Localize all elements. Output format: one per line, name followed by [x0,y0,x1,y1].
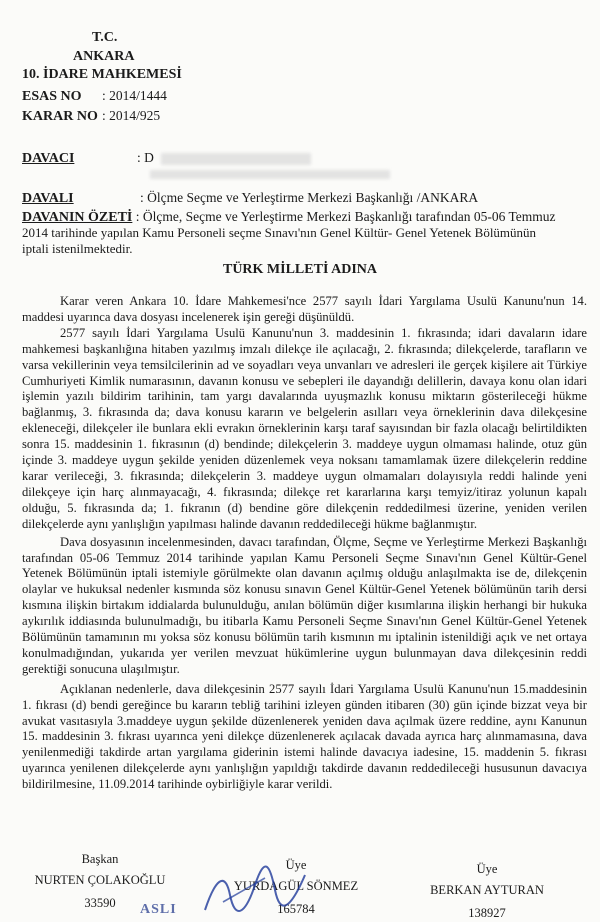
karar-label: KARAR NO [22,109,98,124]
ozet-label: DAVANIN ÖZETİ [22,210,133,225]
city-heading: ANKARA [73,49,135,64]
ozet-line1: : Ölçme, Seçme ve Yerleştirme Merkezi Başkanlığı tarafından 05-06 Temmuz [135,209,556,224]
esas-row [22,88,167,105]
member2-role: Üye [476,862,498,876]
handwritten-signature-icon [195,860,315,920]
davali-value: : Ölçme Seçme ve Yerleştirme Merkezi Başkanlığı /ANKARA [140,190,479,205]
member1-name: YURDAGÜL SÖNMEZ [233,879,359,893]
redacted-name [161,153,311,165]
court-heading: 10. İDARE MAHKEMESİ [22,67,182,82]
member1-number: 165784 [277,902,315,916]
paragraph-3: Dava dosyasının incelenmesinden, davacı tarafından, Ölçme, Seçme ve Yerleştirme Merkezi Başkanlığı tarafından 05-06 Temmuz 2014 tarihinde yapılan Kamu Personeli Seçme Sınavı'nın Genel Kültür-Genel Yetenek Bölümünün iptali istemiyle görülmekte olan davanın açılmış olduğu anlaşılmakta ise de, dilekçenin olaylar ve hukuksal nedenler kısmında söz konusu sınavın Genel Kültür-Genel Yetenek bölümünün tarih dersi kısmına ilişkin birtakım iddialarda bulunulduğu, anılan bölümün diğer kısımlarına ilişkin herhangi bir hukuka aykırılık iddiasında bulunulmadığı, bu itibarla Kamu Personeli Seçme Sınavı'nın Genel Kültür-Genel Yetenek Bölümünün tamamının mı yoksa söz konusu bölümün tarih kısmının mı iptalinin istenildiği açık ve net ortaya konulmadığından, yukarıda yer verilen mevzuat hükümlerine uygun bulunmayan dava dilekçesinin reddi gerektiği sonucuna ulaşılmıştır. [22,534,587,676]
signature-member-2 [387,862,587,921]
decision-body [22,294,587,793]
asli-stamp: ASLI [140,902,177,917]
davali-label: DAVALI [22,191,74,206]
karar-value: : 2014/925 [102,108,161,123]
davaci-value: : D [137,150,154,165]
member2-name: BERKAN AYTURAN [430,883,544,897]
member1-role: Üye [285,858,307,872]
esas-label: ESAS NO [22,89,82,104]
paragraph-2: 2577 sayılı İdari Yargılama Usulü Kanunu'nun 3. maddesinin 1. fıkrasında; idari davaların idare mahkemesi başkanlığına hitaben yazılmış imzalı dilekçe ile açılacağı, 2. fıkrasında; dilekçelerde, tarafların ve varsa vekillerinin veya temsilcilerinin ad ve soyadları veya unvanları ve adresleri ile gerçek kişilere ait Türkiye Cumhuriyeti Kimlik numarasının, davanın konusu ve sebepleri ile dayandığı delillerin, davaya konu olan idari işlemin yazılı bildirim tarihinin, tam yargı davalarında uyuşmazlık konusu miktarın gösterileceği hükme bağlanmış, 3. fıkrasında da; dava konusu kararın ve belgelerin asılları veya örneklerinin dava dilekçesine ekleneceği, dilekçeler ile bunlara ekli evrakın örneklerinin karşı taraf sayısından bir fazla olacağı belirtildikten sonra 15. maddesinin 1. fıkrasının (d) bendinde; dilekçelerin 3. maddeye uygun olmaması halinde, otuz gün içinde 3. maddeye uygun şekilde yeniden düzenlemek veya noksanı tamamlamak üzere dilekçelerin reddine karar verileceği, 3. fıkrasında; dilekçelerin 3. maddeye uygun olmamaları dolayısıyla reddi halinde yeni dilekçeye için harç alınmayacağı, 4. fıkrasında; dilekçe ret kararlarına karşı temyiz/itiraz yolunun kapalı olduğu, 5. fıkrasında da; 1. fıkranın (d) bendine göre dilekçenin reddedilmesi üzerine, yeniden verilen dilekçelerde aynı yanlışlığın yapılması halinde davanın reddedileceği hükme bağlanmıştır. [22,325,587,531]
president-name: NURTEN ÇOLAKOĞLU [34,873,166,887]
davali-row [22,190,478,207]
president-number: 33590 [84,896,116,910]
tc-heading: T.C. [92,30,118,45]
member2-number: 138927 [468,906,506,920]
paragraph-4: Açıklanan nedenlerle, dava dilekçesinin 2577 sayılı İdari Yargılama Usulü Kanunu'nun 15.maddesinin 1. fıkrası (d) bendi gereğince bu kararın tebliğ tarihini izleyen günden itibaren (30) gün içinde bizzat veya bir avukat vasıtasıyla 3.maddeye uygun şekilde düzenlenerek yeniden dava açılmak üzere reddine, aynı Kanunun 15. maddesinin 3. fıkrası uyarınca yeni dilekçe düzenlenerek açılacak davada ayrıca harç alınmamasına, dava yenilenmediği takdirde artan yargılama giderinin istemi halinde davacıya iadesine, 15. maddenin 5. fıkrası uyarınca yenilenen dilekçelerde aynı yanlışlığın yapıldığı takdirde davanın reddedileceği hususunun davacıya bildirilmesine, 11.09.2014 tarihinde oybirliğiyle karar verildi. [22,681,587,792]
ozet-line3: iptali istenilmektedir. [22,241,133,256]
president-role: Başkan [81,852,119,866]
davaci-row [22,150,311,167]
redacted-address [150,166,390,182]
decision-title: TÜRK MİLLETİ ADINA [222,262,378,277]
ozet-row [22,209,556,226]
esas-value: : 2014/1444 [102,88,167,103]
davaci-label: DAVACI [22,151,75,166]
paragraph-1: Karar veren Ankara 10. İdare Mahkemesi'nce 2577 sayılı İdari Yargılama Usulü Kanunu'nun 14. maddesi uyarınca dava dosyası incelenerek işin gereği düşünüldü. [22,294,587,324]
ozet-line2: 2014 tarihinde yapılan Kamu Personeli seçme Sınavı'nın Genel Kültür- Genel Yetenek Bölümünün [22,225,537,240]
karar-row [22,108,161,125]
